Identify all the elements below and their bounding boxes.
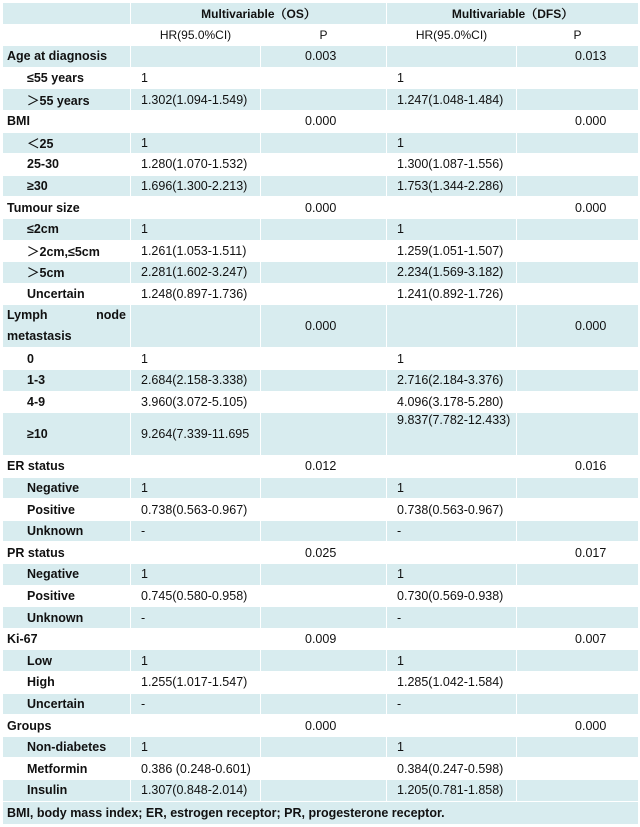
hr-os-cell: 1 [131, 348, 261, 370]
p-dfs-cell [517, 132, 639, 154]
p-dfs-cell: 0.016 [517, 456, 639, 478]
hr-os-cell: 3.960(3.072-5.105) [131, 391, 261, 413]
table-row [3, 628, 639, 650]
hr-dfs-cell: 2.716(2.184-3.376) [387, 369, 517, 391]
p-os-cell [261, 262, 387, 284]
p-dfs-cell: 0.013 [517, 46, 639, 68]
table-row [3, 520, 639, 542]
row-label: 25-30 [3, 154, 131, 176]
p-dfs-cell: 0.000 [517, 197, 639, 219]
hr-dfs-cell [387, 110, 517, 132]
table-row [3, 348, 639, 370]
hr-dfs-cell: 9.837(7.782-12.433) [387, 413, 517, 456]
hr-os-cell [131, 542, 261, 564]
p-os-cell [261, 672, 387, 694]
p-dfs-cell [517, 348, 639, 370]
row-label: Ki-67 [3, 628, 131, 650]
hr-os-cell [131, 456, 261, 478]
hr-dfs-cell: - [387, 693, 517, 715]
hr-os-cell: 1.255(1.017-1.547) [131, 672, 261, 694]
table-row [3, 262, 639, 284]
row-label: PR status [3, 542, 131, 564]
hr-os-cell: 0.386 (0.248-0.601) [131, 758, 261, 780]
hr-dfs-cell: 1 [387, 132, 517, 154]
table-row [3, 391, 639, 413]
row-label: ＞2cm,≤5cm [3, 240, 131, 262]
p-dfs-cell [517, 672, 639, 694]
table-row [3, 240, 639, 262]
p-os-cell: 0.009 [261, 628, 387, 650]
hr-os-cell: 1 [131, 564, 261, 586]
hr-os-cell [131, 715, 261, 737]
table-row [3, 218, 639, 240]
p-os-cell [261, 564, 387, 586]
hr-dfs-cell: 1 [387, 67, 517, 89]
p-os-cell [261, 175, 387, 197]
p-os-cell [261, 607, 387, 629]
row-label: Tumour size [3, 197, 131, 219]
table-row [3, 780, 639, 802]
row-label: High [3, 672, 131, 694]
hr-dfs-cell: 1.753(1.344-2.286) [387, 175, 517, 197]
hr-dfs-cell: 1.300(1.087-1.556) [387, 154, 517, 176]
p-dfs-cell [517, 607, 639, 629]
p-os-cell [261, 758, 387, 780]
p-os-cell [261, 218, 387, 240]
hr-dfs-cell [387, 305, 517, 348]
p-os-cell [261, 369, 387, 391]
row-label: Unknown [3, 520, 131, 542]
p-dfs-cell [517, 369, 639, 391]
hr-dfs-cell [387, 46, 517, 68]
table-row [3, 499, 639, 521]
row-label: 4-9 [3, 391, 131, 413]
table-row [3, 585, 639, 607]
p-dfs-cell [517, 154, 639, 176]
row-label: Insulin [3, 780, 131, 802]
row-label: 1-3 [3, 369, 131, 391]
row-label: Lymph node metastasis [3, 305, 131, 348]
p-dfs-cell [517, 564, 639, 586]
hr-os-cell: 1.261(1.053-1.511) [131, 240, 261, 262]
hr-os-cell [131, 305, 261, 348]
row-label: Metformin [3, 758, 131, 780]
p-dfs-cell [517, 520, 639, 542]
p-os-cell: 0.000 [261, 197, 387, 219]
table-row [3, 197, 639, 219]
p-dfs-cell [517, 693, 639, 715]
p-dfs-cell [517, 218, 639, 240]
hr-dfs-cell [387, 456, 517, 478]
p-os-cell [261, 780, 387, 802]
row-label: ≥30 [3, 175, 131, 197]
hr-dfs-cell: 0.738(0.563-0.967) [387, 499, 517, 521]
header-hr-os: HR(95.0%CI) [131, 24, 261, 46]
row-label: Positive [3, 585, 131, 607]
hr-dfs-cell: 4.096(3.178-5.280) [387, 391, 517, 413]
hr-os-cell: 1.248(0.897-1.736) [131, 283, 261, 305]
p-dfs-cell [517, 780, 639, 802]
header-row-groups [3, 3, 639, 25]
hr-dfs-cell: 1.259(1.051-1.507) [387, 240, 517, 262]
table-row [3, 650, 639, 672]
header-os-group: Multivariable（OS） [131, 3, 387, 25]
table-row [3, 477, 639, 499]
table-row [3, 283, 639, 305]
table-row [3, 67, 639, 89]
p-os-cell [261, 499, 387, 521]
table-row [3, 175, 639, 197]
table-row [3, 542, 639, 564]
hr-os-cell: 2.281(1.602-3.247) [131, 262, 261, 284]
hr-dfs-cell: 1.247(1.048-1.484) [387, 89, 517, 111]
hr-dfs-cell [387, 542, 517, 564]
results-table-container [2, 2, 638, 825]
p-os-cell [261, 650, 387, 672]
p-dfs-cell [517, 758, 639, 780]
header-hr-dfs: HR(95.0%CI) [387, 24, 517, 46]
hr-os-cell: 1.696(1.300-2.213) [131, 175, 261, 197]
p-dfs-cell: 0.000 [517, 305, 639, 348]
table-row [3, 154, 639, 176]
p-dfs-cell [517, 736, 639, 758]
table-row [3, 715, 639, 737]
hr-os-cell [131, 46, 261, 68]
row-label: Negative [3, 477, 131, 499]
row-label: Non-diabetes [3, 736, 131, 758]
row-label: Unknown [3, 607, 131, 629]
row-label: ≤55 years [3, 67, 131, 89]
table-row [3, 693, 639, 715]
hr-dfs-cell: 2.234(1.569-3.182) [387, 262, 517, 284]
p-dfs-cell [517, 413, 639, 456]
p-dfs-cell [517, 175, 639, 197]
p-os-cell [261, 477, 387, 499]
hr-dfs-cell [387, 628, 517, 650]
p-dfs-cell [517, 283, 639, 305]
p-dfs-cell: 0.007 [517, 628, 639, 650]
table-row [3, 110, 639, 132]
row-label: ER status [3, 456, 131, 478]
header-row-columns [3, 24, 639, 46]
header-p-os: P [261, 24, 387, 46]
hr-dfs-cell: - [387, 607, 517, 629]
table-row [3, 736, 639, 758]
p-dfs-cell [517, 650, 639, 672]
hr-dfs-cell: 1.241(0.892-1.726) [387, 283, 517, 305]
p-os-cell: 0.003 [261, 46, 387, 68]
p-os-cell: 0.012 [261, 456, 387, 478]
table-row [3, 369, 639, 391]
p-dfs-cell [517, 499, 639, 521]
hr-dfs-cell: 1 [387, 348, 517, 370]
table-row [3, 564, 639, 586]
p-os-cell: 0.000 [261, 305, 387, 348]
hr-os-cell: - [131, 607, 261, 629]
p-dfs-cell [517, 89, 639, 111]
hr-dfs-cell: 1.205(0.781-1.858) [387, 780, 517, 802]
row-label: ＞55 years [3, 89, 131, 111]
p-dfs-cell [517, 391, 639, 413]
row-label: ≥10 [3, 413, 131, 456]
row-label: Negative [3, 564, 131, 586]
p-dfs-cell: 0.017 [517, 542, 639, 564]
row-label: BMI [3, 110, 131, 132]
hr-os-cell: 1 [131, 218, 261, 240]
hr-os-cell [131, 628, 261, 650]
hr-os-cell: 1.307(0.848-2.014) [131, 780, 261, 802]
p-os-cell [261, 132, 387, 154]
p-dfs-cell: 0.000 [517, 715, 639, 737]
hr-os-cell: 2.684(2.158-3.338) [131, 369, 261, 391]
row-label: Positive [3, 499, 131, 521]
multivariable-results-table [2, 2, 639, 825]
hr-dfs-cell: 1 [387, 477, 517, 499]
p-os-cell [261, 413, 387, 456]
p-os-cell [261, 154, 387, 176]
p-os-cell: 0.000 [261, 715, 387, 737]
hr-dfs-cell: 0.384(0.247-0.598) [387, 758, 517, 780]
p-dfs-cell [517, 262, 639, 284]
hr-os-cell [131, 110, 261, 132]
p-dfs-cell [517, 585, 639, 607]
hr-os-cell: 1.280(1.070-1.532) [131, 154, 261, 176]
p-os-cell [261, 240, 387, 262]
p-os-cell: 0.000 [261, 110, 387, 132]
hr-os-cell: - [131, 693, 261, 715]
p-os-cell [261, 89, 387, 111]
p-os-cell [261, 67, 387, 89]
hr-os-cell: 0.738(0.563-0.967) [131, 499, 261, 521]
hr-dfs-cell: 1 [387, 650, 517, 672]
hr-dfs-cell: 1 [387, 564, 517, 586]
p-os-cell [261, 391, 387, 413]
row-label: Low [3, 650, 131, 672]
hr-dfs-cell [387, 197, 517, 219]
table-row [3, 46, 639, 68]
hr-dfs-cell: 1.285(1.042-1.584) [387, 672, 517, 694]
table-row [3, 672, 639, 694]
row-label: Groups [3, 715, 131, 737]
footnote-row [3, 801, 639, 824]
table-row [3, 305, 639, 348]
row-label: ＜25 [3, 132, 131, 154]
table-row [3, 413, 639, 456]
p-dfs-cell [517, 67, 639, 89]
header-p-dfs: P [517, 24, 639, 46]
hr-os-cell [131, 197, 261, 219]
row-label: ≤2cm [3, 218, 131, 240]
header-blank [3, 24, 131, 46]
footnote: BMI, body mass index; ER, estrogen receptor; PR, progesterone receptor. [3, 801, 639, 824]
hr-os-cell: 1.302(1.094-1.549) [131, 89, 261, 111]
table-row [3, 607, 639, 629]
row-label: Uncertain [3, 693, 131, 715]
hr-os-cell: - [131, 520, 261, 542]
hr-dfs-cell [387, 715, 517, 737]
header-dfs-group: Multivariable（DFS） [387, 3, 639, 25]
table-row [3, 456, 639, 478]
row-label: Uncertain [3, 283, 131, 305]
hr-dfs-cell: 0.730(0.569-0.938) [387, 585, 517, 607]
hr-os-cell: 0.745(0.580-0.958) [131, 585, 261, 607]
hr-os-cell: 1 [131, 477, 261, 499]
p-dfs-cell [517, 477, 639, 499]
p-os-cell [261, 736, 387, 758]
hr-dfs-cell: - [387, 520, 517, 542]
row-label: 0 [3, 348, 131, 370]
hr-os-cell: 9.264(7.339-11.695 [131, 413, 261, 456]
p-os-cell [261, 585, 387, 607]
row-label: ＞5cm [3, 262, 131, 284]
row-label: Age at diagnosis [3, 46, 131, 68]
table-row [3, 758, 639, 780]
hr-os-cell: 1 [131, 650, 261, 672]
p-os-cell [261, 693, 387, 715]
header-corner [3, 3, 131, 25]
table-row [3, 132, 639, 154]
p-os-cell: 0.025 [261, 542, 387, 564]
p-dfs-cell: 0.000 [517, 110, 639, 132]
table-row [3, 89, 639, 111]
p-os-cell [261, 348, 387, 370]
hr-os-cell: 1 [131, 736, 261, 758]
hr-os-cell: 1 [131, 132, 261, 154]
p-dfs-cell [517, 240, 639, 262]
hr-os-cell: 1 [131, 67, 261, 89]
p-os-cell [261, 283, 387, 305]
hr-dfs-cell: 1 [387, 736, 517, 758]
p-os-cell [261, 520, 387, 542]
hr-dfs-cell: 1 [387, 218, 517, 240]
